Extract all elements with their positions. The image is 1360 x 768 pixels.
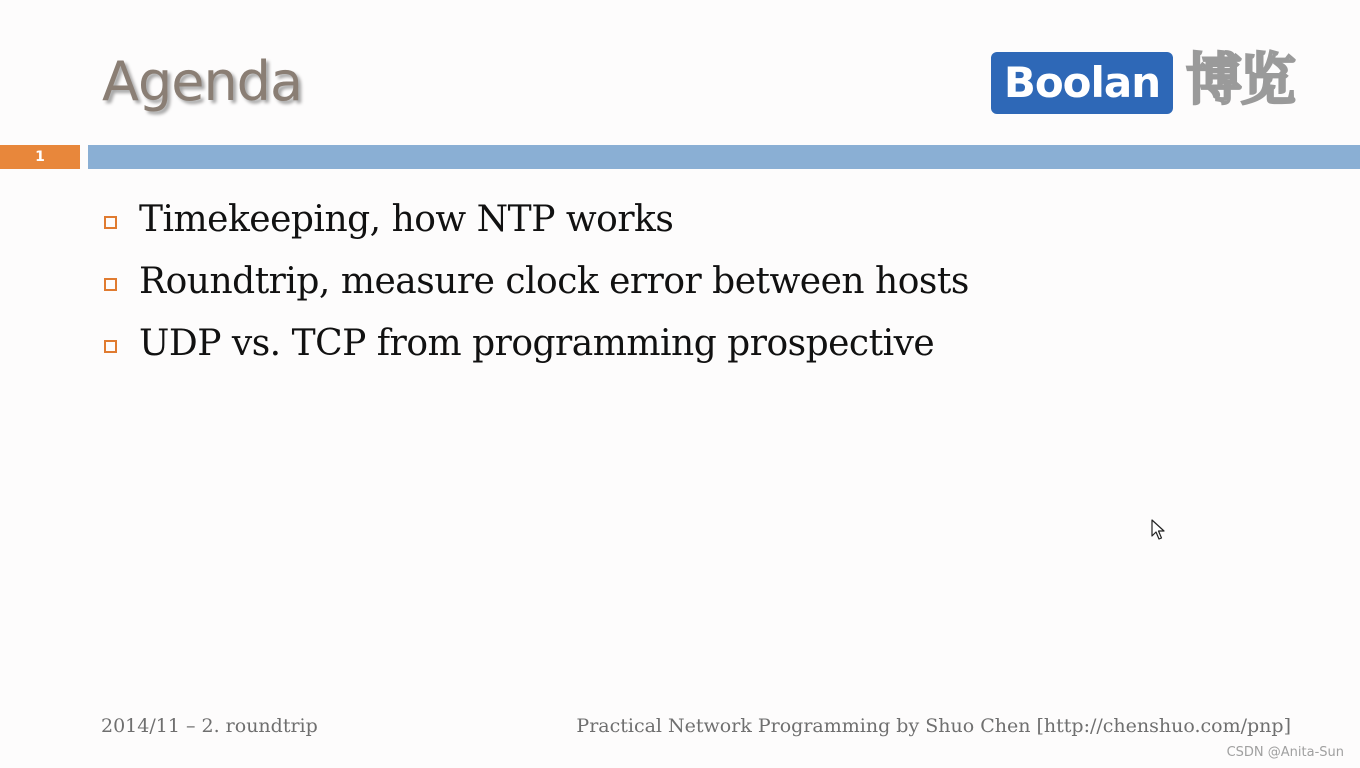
footer-date: 2014/11 – 2. roundtrip	[101, 715, 318, 737]
square-bullet-icon	[104, 278, 117, 291]
mouse-cursor-icon	[1151, 519, 1167, 541]
square-bullet-icon	[104, 340, 117, 353]
footer-credit: Practical Network Programming by Shuo Chen [http://chenshuo.com/pnp]	[576, 715, 1291, 737]
agenda-list	[104, 188, 969, 374]
agenda-item	[104, 312, 969, 374]
slide-title: Agenda	[102, 50, 303, 113]
watermark: CSDN @Anita-Sun	[1226, 745, 1344, 760]
agenda-item-text: Roundtrip, measure clock error between hosts	[139, 260, 969, 302]
slide-number: 1	[0, 145, 80, 169]
boolan-logo: Boolan	[991, 52, 1173, 114]
agenda-item	[104, 250, 969, 312]
agenda-item	[104, 188, 969, 250]
agenda-item-text: UDP vs. TCP from programming prospective	[139, 322, 935, 364]
boolan-cjk-logo: 博览	[1186, 48, 1294, 113]
agenda-item-text: Timekeeping, how NTP works	[139, 198, 674, 240]
title-divider-bar	[88, 145, 1360, 169]
square-bullet-icon	[104, 216, 117, 229]
